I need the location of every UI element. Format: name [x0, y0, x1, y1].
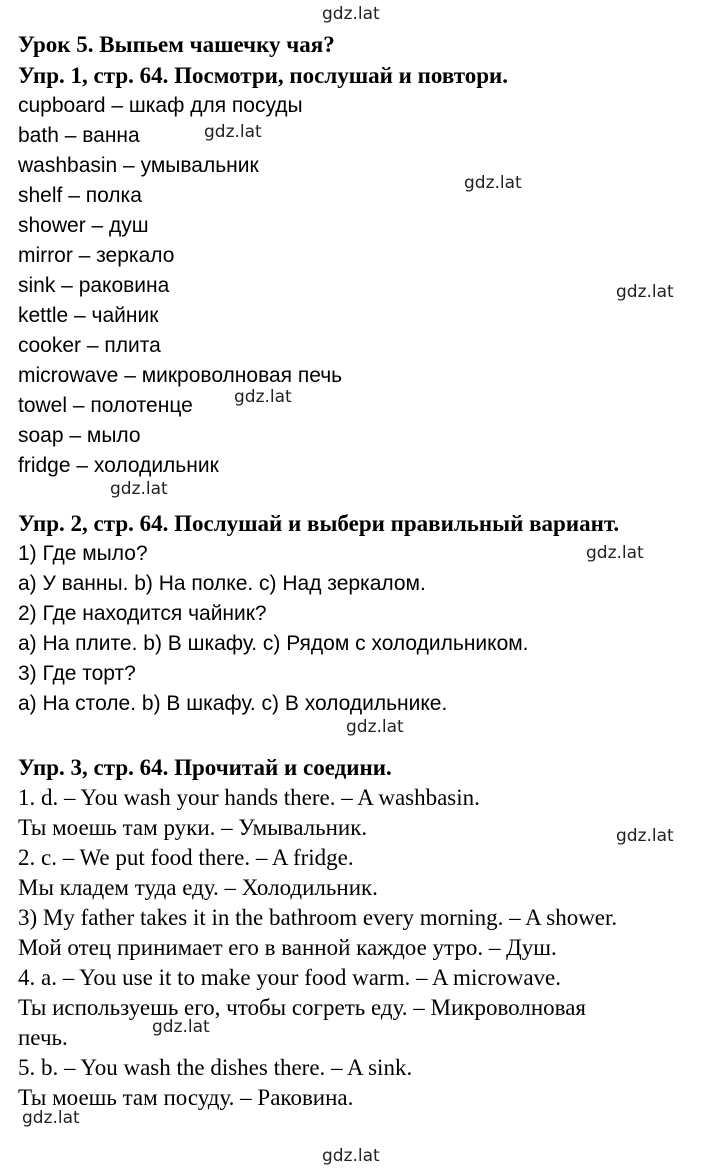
exercise-3-line: Ты моешь там руки. – Умывальник. [18, 815, 368, 840]
vocab-item: cooker – плита [18, 334, 161, 357]
vocab-item: cupboard – шкаф для посуды [18, 94, 303, 117]
exercise-3-line: 4. a. – You use it to make your food warm. – A microwave. [18, 965, 561, 990]
watermark: gdz.lat [152, 1017, 210, 1037]
exercise-3-line: 3) My father takes it in the bathroom every morning. – A shower. [18, 905, 618, 930]
vocab-item: towel – полотенце [18, 394, 193, 417]
vocab-item: mirror – зеркало [18, 244, 175, 267]
watermark: gdz.lat [322, 1146, 380, 1166]
exercise-2-line: a) У ванны. b) На полке. c) Над зеркалом. [18, 572, 426, 595]
exercise-3-line: 1. d. – You wash your hands there. – A washbasin. [18, 785, 480, 810]
exercise-2-title: Упр. 2, стр. 64. Послушай и выбери правильный вариант. [18, 511, 620, 536]
exercise-3-line: Мы кладем туда еду. – Холодильник. [18, 875, 378, 900]
watermark: gdz.lat [22, 1108, 80, 1128]
vocab-item: washbasin – умывальник [18, 154, 259, 177]
exercise-3-line: Ты используешь его, чтобы согреть еду. – Микроволновая [18, 995, 587, 1020]
exercise-1-title: Упр. 1, стр. 64. Посмотри, послушай и повтори. [18, 63, 508, 88]
vocab-item: microwave – микроволновая печь [18, 364, 343, 387]
vocab-item: fridge – холодильник [18, 454, 219, 477]
exercise-2-line: 1) Где мыло? [18, 542, 148, 565]
watermark: gdz.lat [234, 387, 292, 407]
vocab-item: kettle – чайник [18, 304, 159, 327]
exercise-3-line: печь. [18, 1025, 68, 1050]
vocab-item: sink – раковина [18, 274, 170, 297]
exercise-3-line: 2. c. – We put food there. – A fridge. [18, 845, 354, 870]
exercise-2-line: 2) Где находится чайник? [18, 602, 267, 625]
vocab-item: bath – ванна [18, 124, 140, 147]
exercise-2-line: a) На столе. b) В шкафу. c) В холодильнике. [18, 692, 448, 715]
watermark: gdz.lat [322, 4, 380, 24]
exercise-3-line: Мой отец принимает его в ванной каждое утро. – Душ. [18, 935, 557, 960]
exercise-3-line: Ты моешь там посуду. – Раковина. [18, 1085, 354, 1110]
watermark: gdz.lat [464, 173, 522, 193]
exercise-3-line: 5. b. – You wash the dishes there. – A sink. [18, 1055, 413, 1080]
watermark: gdz.lat [346, 717, 404, 737]
vocab-item: shower – душ [18, 214, 149, 237]
vocab-item: soap – мыло [18, 424, 141, 447]
vocab-item: shelf – полка [18, 184, 142, 207]
exercise-2-line: 3) Где торт? [18, 662, 136, 685]
watermark: gdz.lat [586, 543, 644, 563]
watermark: gdz.lat [616, 282, 674, 302]
watermark: gdz.lat [616, 826, 674, 846]
exercise-3-title: Упр. 3, стр. 64. Прочитай и соедини. [18, 755, 392, 780]
exercise-2-line: a) На плите. b) В шкафу. c) Рядом с холодильником. [18, 632, 529, 655]
lesson-title: Урок 5. Выпьем чашечку чая? [18, 32, 335, 57]
watermark: gdz.lat [204, 122, 262, 142]
watermark: gdz.lat [110, 479, 168, 499]
